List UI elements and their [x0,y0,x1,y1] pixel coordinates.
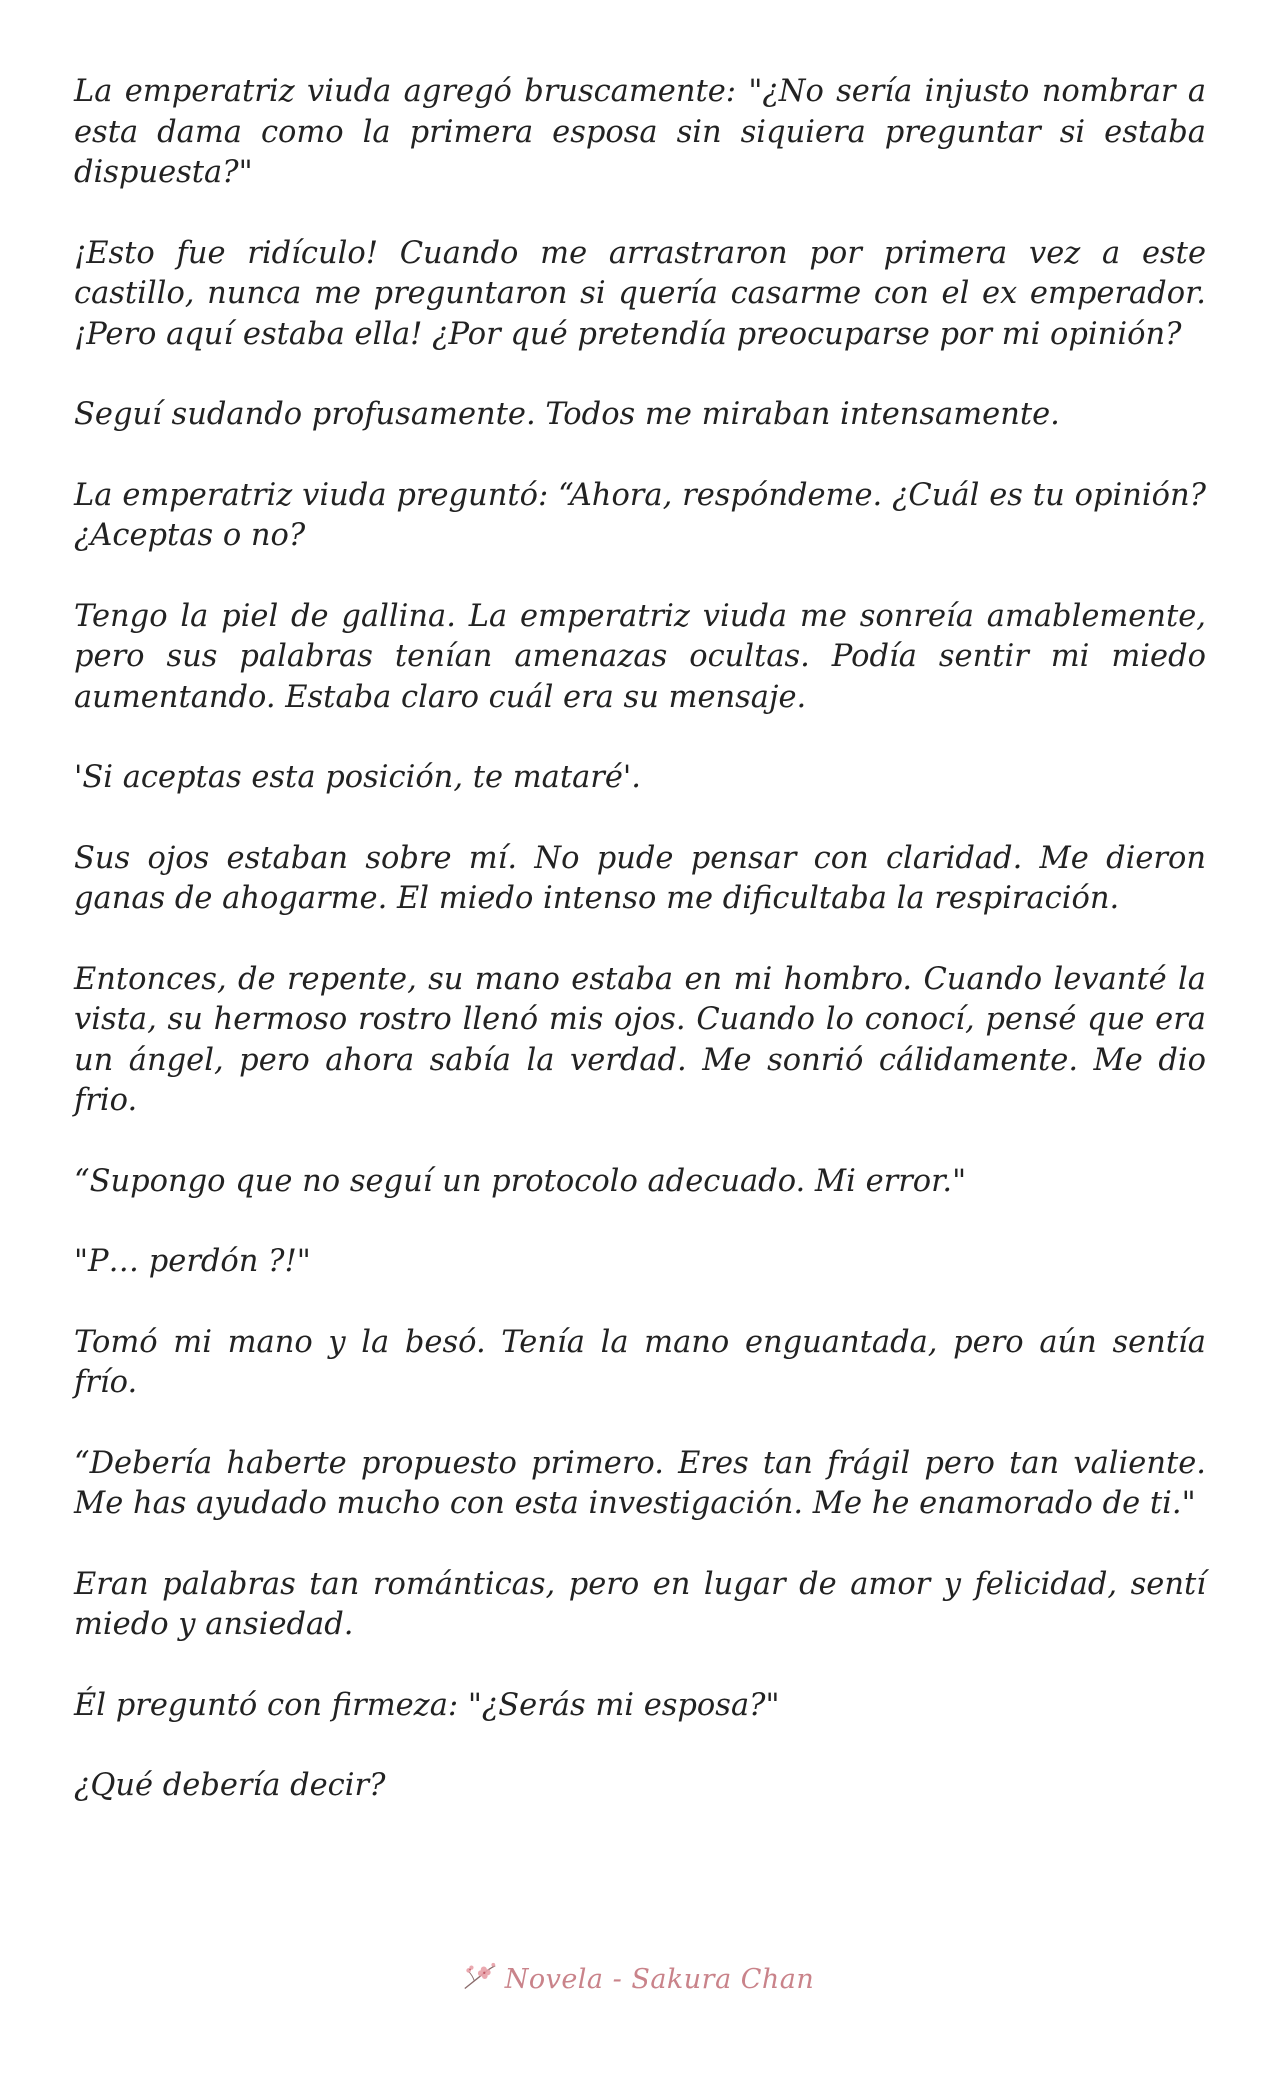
paragraph: La emperatriz viuda agregó bruscamente: "¿No sería injusto nombrar a esta dama como la primera esposa sin siquiera preguntar si estaba dispuesta?" [74,74,1206,190]
footer-watermark [0,1960,1275,1998]
paragraph: ¡Esto fue ridículo! Cuando me arrastraron por primera vez a este castillo, nunca me preguntaron si quería casarme con el ex emperador. ¡Pero aquí estaba ella! ¿Por qué pretendía preocuparse por mi opinión? [74,235,1206,352]
footer-logo [461,1960,815,1998]
footer-text: Novela - Sakura Chan [504,1963,815,1995]
paragraph: La emperatriz viuda preguntó: “Ahora, respóndeme. ¿Cuál es tu opinión? ¿Aceptas o no? [74,477,1206,553]
paragraph: Eran palabras tan románticas, pero en lugar de amor y felicidad, sentí miedo y ansiedad. [74,1566,1206,1642]
paragraph: “Supongo que no seguí un protocolo adecuado. Mi error." [74,1163,967,1199]
paragraph: 'Si aceptas esta posición, te mataré'. [74,760,641,795]
paragraph: ¿Qué debería decir? [74,1768,386,1803]
document-body [74,72,1206,1847]
cherry-blossom-icon [461,1960,499,1998]
paragraph: “Debería haberte propuesto primero. Eres tan frágil pero tan valiente. Me has ayudado mucho con esta investigación. Me he enamorado de ti." [74,1445,1206,1521]
paragraph: Sus ojos estaban sobre mí. No pude pensar con claridad. Me dieron ganas de ahogarme. El miedo intenso me dificultaba la respiración. [74,840,1206,916]
paragraph: Tomó mi mano y la besó. Tenía la mano enguantada, pero aún sentía frío. [74,1324,1206,1400]
paragraph: "P… perdón ?!" [74,1244,311,1279]
paragraph: Tengo la piel de gallina. La emperatriz viuda me sonreía amablemente, pero sus palabras tenían amenazas ocultas. Podía sentir mi miedo aumentando. Estaba claro cuál era su mensaje. [74,598,1206,715]
paragraph: Entonces, de repente, su mano estaba en mi hombro. Cuando levanté la vista, su hermoso rostro llenó mis ojos. Cuando lo conocí, pensé que era un ángel, pero ahora sabía la verdad. Me sonrió cálidamente. Me dio frio. [74,961,1206,1118]
paragraph: Seguí sudando profusamente. Todos me miraban intensamente. [74,397,1060,432]
paragraph: Él preguntó con firmeza: "¿Serás mi esposa?" [74,1687,780,1723]
